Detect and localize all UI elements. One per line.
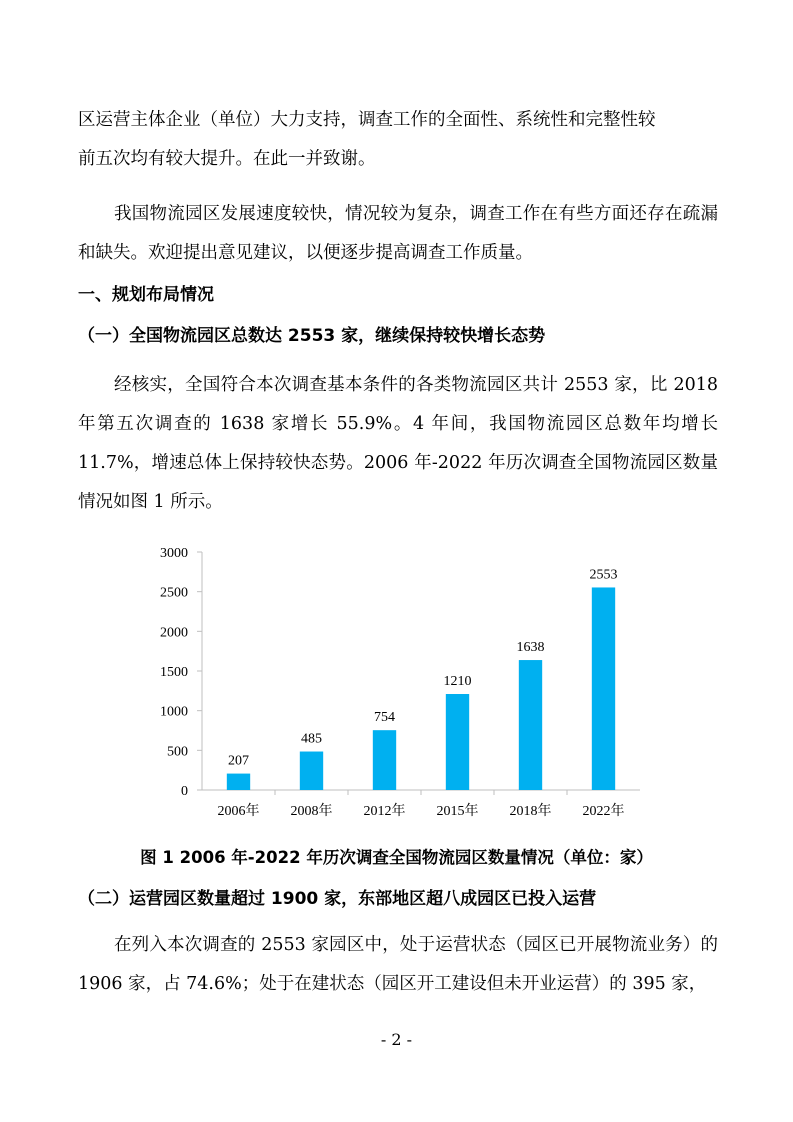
subsection-heading: （一）全国物流园区总数达 2553 家，继续保持较快增长态势 (78, 326, 546, 346)
x-tick-label: 2012年 (363, 804, 406, 819)
data-label: 207 (228, 753, 249, 769)
y-tick-label: 3000 (160, 546, 188, 561)
x-tick-label: 2006年 (217, 804, 260, 819)
x-tick-label: 2022年 (582, 804, 625, 819)
paragraph-line: 前五次均有较大提升。在此一并致谢。 (78, 149, 376, 169)
data-label: 1638 (516, 640, 545, 656)
bar (373, 730, 396, 790)
y-tick-label: 2500 (160, 585, 188, 601)
bar (446, 694, 469, 790)
figure-caption: 图 1 2006 年-2022 年历次调查全国物流园区数量情况（单位：家） (140, 848, 653, 867)
paragraph-intro-end (78, 101, 718, 179)
y-tick-label: 500 (167, 744, 188, 760)
x-tick-label: 2015年 (436, 804, 479, 819)
paragraph-line: 区运营主体企业（单位）大力支持，调查工作的全面性、系统性和完整性较 (78, 110, 656, 130)
paragraph-total-count: 经核实，全国符合本次调查基本条件的各类物流园区共计 2553 家，比 2018 年第五次调查的 1638 家增长 55.9%。4 年间，我国物流园区总数年均增长 11.7%，增速总体上保持较快态势。2006 年-2022 年历次调查全国物流园区数量情况如图 1 所示。 (78, 375, 718, 512)
bar-chart (150, 540, 650, 830)
subsection-heading: （二）运营园区数量超过 1900 家，东部地区超八成园区已投入运营 (78, 889, 597, 909)
bar (227, 774, 250, 790)
bar (592, 587, 615, 790)
x-tick-label: 2008年 (290, 804, 333, 819)
y-tick-label: 0 (181, 784, 188, 799)
bar (300, 752, 323, 790)
data-label: 2553 (589, 567, 618, 583)
data-label: 1210 (443, 674, 472, 690)
paragraph-feedback: 我国物流园区发展速度较快，情况较为复杂，调查工作在有些方面还存在疏漏和缺失。欢迎提出意见建议，以便逐步提高调查工作质量。 (78, 204, 718, 263)
section-heading: 一、规划布局情况 (78, 285, 214, 305)
y-tick-label: 1500 (160, 665, 188, 680)
data-label: 754 (374, 710, 395, 726)
bar (519, 660, 542, 790)
data-label: 485 (301, 731, 322, 747)
page-number: - 2 - (380, 1030, 413, 1049)
y-tick-label: 1000 (160, 704, 188, 720)
paragraph-operating: 在列入本次调查的 2553 家园区中，处于运营状态（园区已开展物流业务）的 1906 家，占 74.6%；处于在建状态（园区开工建设但未开业运营）的 395 家， (78, 935, 718, 994)
y-tick-label: 2000 (160, 625, 188, 641)
x-tick-label: 2018年 (509, 804, 552, 819)
